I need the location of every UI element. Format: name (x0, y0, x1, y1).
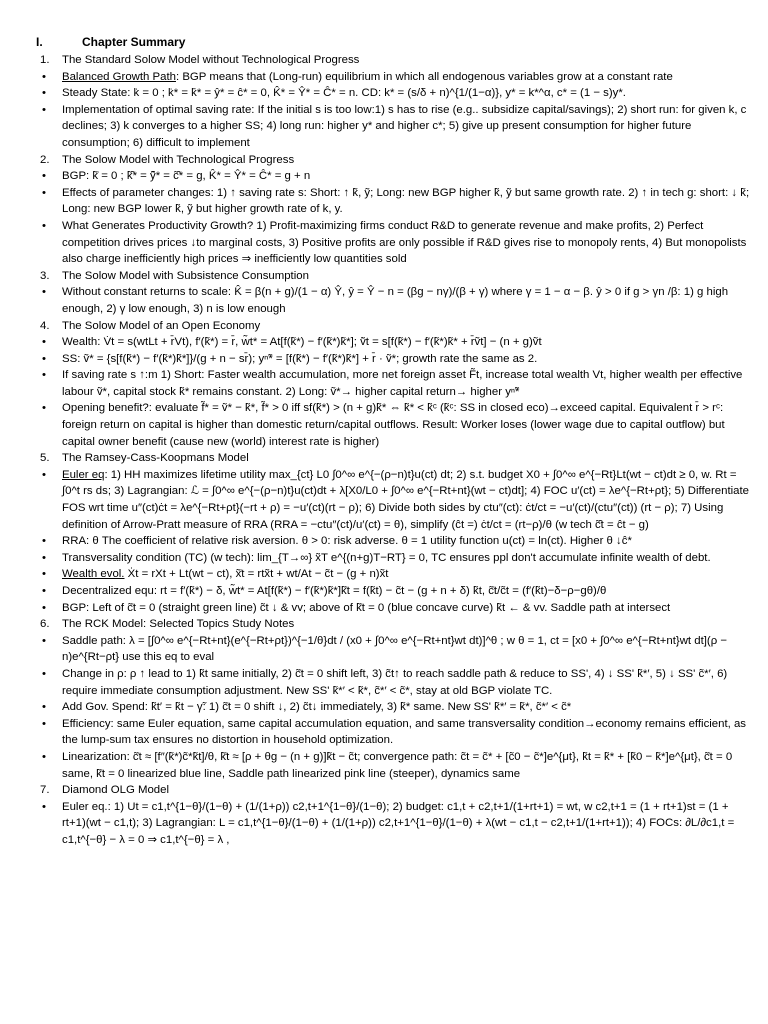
section-title (62, 616, 752, 633)
item-text: BGP: Left of c̃̇t = 0 (straight green line) c̃t ↓ & vv; above of k̃̇t = 0 (blue concave curve) k̃t ← & vv. Saddle path at intersect (62, 601, 671, 614)
bullet-marker: • (42, 170, 46, 183)
summary-list (36, 52, 752, 849)
item-text: RRA: θ The coefficient of relative risk aversion. θ > 0: risk adverse. θ = 1 utility function u(ct) = ln(ct). Higher θ ↓ĉ* (62, 535, 632, 548)
bullet-text (62, 69, 752, 86)
bullet-marker: • (42, 352, 46, 365)
bullet-text (62, 351, 752, 368)
item-text: Implementation of optimal saving rate: If the initial s is too low:1) s has to rise (e.g.. subsidize capital/savings); 2) short run: for given k, c declines; 3) k converges to a higher SS; 4) long run: higher y* and higher c*; 5) give up present consumption for higher future consumption; 6) difficult to implement (62, 103, 747, 149)
bullet-item (36, 550, 752, 567)
bullet-marker: • (42, 336, 46, 349)
bullet-marker: • (42, 535, 46, 548)
bullet-item (36, 218, 752, 268)
item-text: Effects of parameter changes: 1) ↑ saving rate s: Short: ↑ k̃, ỹ; Long: new BGP higher k̃, ỹ but same growth rate. 2) ↑ in tech g: short: ↓ k̃; Long: new BGP lower k̃, ỹ but higher growth rate of k, y. (62, 186, 750, 216)
bullet-marker: • (42, 103, 46, 116)
bullet-item (36, 699, 752, 716)
bullet-text (62, 799, 752, 849)
bullet-item (36, 583, 752, 600)
bullet-text (62, 716, 752, 749)
bullet-marker: • (42, 601, 46, 614)
item-text: Decentralized equ: rt = f′(k̃*) − δ, w̃t* = At[f(k̃*) − f′(k̃*)k̃*]k̃̇t = f(k̃t) − c̃t − (g + n + δ) k̃t, c̃̇t/c̃t = (f′(k̃t)−δ−ρ−gθ)/θ (62, 585, 607, 597)
underlined-term: Wealth evol. (62, 568, 125, 581)
bullet-text (62, 467, 752, 533)
bullet-text (62, 367, 752, 400)
bullet-marker: • (42, 186, 46, 199)
bullet-text (62, 284, 752, 317)
bullet-marker: • (42, 717, 46, 730)
item-text: The Ramsey-Cass-Koopmans Model (62, 452, 249, 465)
bullet-text (62, 185, 752, 218)
bullet-marker: • (42, 568, 46, 581)
section-number: 4. (40, 319, 50, 332)
bullet-item (36, 533, 752, 550)
chapter-heading (36, 34, 752, 51)
item-text: Ẋt = rXt + Lt(wt − ct), x̃̇t = rtx̃t + wt/At − c̃t − (g + n)x̃t (124, 568, 389, 581)
bullet-item (36, 467, 752, 533)
bullet-text (62, 550, 752, 567)
bullet-marker: • (42, 634, 46, 647)
bullet-marker: • (42, 800, 46, 813)
bullet-marker: • (42, 369, 46, 382)
bullet-marker: • (42, 70, 46, 83)
item-text: The Solow Model with Technological Progress (62, 153, 295, 166)
item-text: Diamond OLG Model (62, 784, 169, 797)
bullet-marker: • (42, 468, 46, 481)
section-heading (36, 450, 752, 467)
bullet-marker: • (42, 286, 46, 299)
bullet-item (36, 666, 752, 699)
item-text: Transversality condition (TC) (w tech): lim_{T→∞} x̃T e^{(n+g)T−RT} = 0, TC ensures ppl don't accumulate infinite wealth of debt. (62, 551, 711, 564)
section-number: 7. (40, 784, 50, 797)
bullet-marker: • (42, 667, 46, 680)
bullet-marker: • (42, 551, 46, 564)
bullet-item (36, 185, 752, 218)
bullet-item (36, 367, 752, 400)
bullet-item (36, 799, 752, 849)
bullet-marker: • (42, 750, 46, 763)
section-title (62, 152, 752, 169)
bullet-item (36, 351, 752, 368)
section-number: 6. (40, 618, 50, 631)
section-heading (36, 52, 752, 69)
section-heading (36, 318, 752, 335)
item-text: Change in ρ: ρ ↑ lead to 1) k̃t same initially, 2) c̃̇t = 0 shift left, 3) c̃t↑ to reach saddle path & reduce to SS', 4) ↓ SS' k̃*′, 5) ↓ SS' c̃*′, 6) require immediate consumption adjustment. New SS' k̃*′ < k̃*, c̃*′ < c̃*, stay at old BGP violate TC. (62, 667, 728, 697)
item-text: If saving rate s ↑:m 1) Short: Faster wealth accumulation, more net foreign asset F̃t, increase total wealth Vt, higher wealth per effective labour ṽ*, capital stock k̃* remains constant. 2) Long: ṽ*→ higher capital return→ higher yⁿ̃* (62, 369, 743, 398)
bullet-item (36, 566, 752, 583)
section-heading (36, 616, 752, 633)
bullet-item (36, 633, 752, 666)
bullet-item (36, 749, 752, 782)
item-text: : BGP means that (Long-run) equilibrium in which all endogenous variables grow at a constant rate (175, 70, 673, 83)
bullet-text (62, 633, 752, 666)
bullet-item (36, 102, 752, 152)
bullet-marker: • (42, 87, 46, 100)
item-text: Euler eq.: 1) Ut = c1,t^{1−θ}/(1−θ) + (1/(1+ρ)) c2,t+1^{1−θ}/(1−θ); 2) budget: c1,t + c2,t+1/(1+rt+1) = wt, w c2,t+1 = (1 + rt+1)st = (1 + rt+1)(wt − c1,t); 3) Lagrangian: L = c1,t^{1−θ}/(1−θ) + (1/(1+ρ)) c2,t+1^{1−θ}/(1−θ) + λ(wt − c1,t − c2,t+1/(1+rt+1)); 4) FOCs: ∂L/∂c1,t = c1,t^{−θ} − λ = 0 ⇒ c1,t^{−θ} = λ , (62, 800, 735, 846)
bullet-text (62, 749, 752, 782)
item-text: The Standard Solow Model without Technological Progress (62, 54, 360, 66)
heading-roman-numeral: I. (36, 35, 43, 49)
bullet-item (36, 284, 752, 317)
item-text: Steady State: k̇ = 0 ; k̇* = k̄* = ŷ* = ĉ* = 0, K̂* = Ŷ* = Ĉ* = n. CD: k* = (s/δ + n)^{1/(1−α)}, y* = k*^α, c* = (1 − s)y*. (62, 87, 626, 100)
item-text: The Solow Model of an Open Economy (62, 319, 261, 332)
underlined-term: Balanced Growth Path (62, 70, 176, 83)
bullet-item (36, 716, 752, 749)
bullet-text (62, 218, 752, 268)
heading-title: Chapter Summary (82, 35, 186, 49)
item-text: BGP: k̃̇ = 0 ; k̃̂* = ỹ̂* = c̃̂* = g, K̂* = Ŷ* = Ĉ* = g + n (62, 170, 311, 183)
bullet-marker: • (42, 219, 46, 232)
item-text: Opening benefit?: evaluate f̃* = ṽ* − k̃*, f̃* > 0 iff sf(k̃*) > (n + g)k̃* ⇔ k̃* < k̃ᶜ (k̃ᶜ: SS in closed eco)→exceed capital. Equivalent r̄ > rᶜ: foreign return on capital is higher than domestic return/capital outflows. Result: Worker loses (lower wage due to capital outflow) but capital owner benefit (cause new (world) interest rate is higher) (62, 402, 725, 448)
item-text: Saddle path: λ = [∫0^∞ e^{−Rt+nt}(e^{−Rt+ρt})^{−1/θ}dt / (x0 + ∫0^∞ e^{−Rt+nt}wt dt)]^θ ; w θ = 1, ct = [x0 + ∫0^∞ e^{−Rt+nt}wt dt](ρ − n)e^{Rt−ρt} use this eq to eval (62, 634, 728, 664)
bullet-item (36, 168, 752, 185)
section-number: 5. (40, 452, 50, 465)
bullet-text (62, 566, 752, 583)
bullet-item (36, 334, 752, 351)
section-title (62, 450, 752, 467)
item-text: The RCK Model: Selected Topics Study Notes (62, 618, 295, 631)
bullet-text (62, 400, 752, 450)
section-heading (36, 152, 752, 169)
item-text: Linearization: c̃̇t ≈ [f″(k̃*)c̃*k̃t]/θ, k̃̇t ≈ [ρ + θg − (n + g)]k̃t − c̃t; convergence path: c̃t = c̃* + [c̃0 − c̃*]e^{μt}, k̃t = k̃* + [k̃0 − k̃*]e^{μt}, c̃̇t = 0 same, k̃̇t = 0 linearized blue line, Saddle path linearized pink line (steeper), dynamics same (62, 750, 733, 780)
section-heading (36, 782, 752, 799)
item-text: The Solow Model with Subsistence Consumption (62, 269, 309, 282)
item-text: SS: ṽ* = {s[f(k̃*) − f′(k̃*)k̃*]}/(g + n − sr̄); yⁿ̃* = [f(k̃*) − f′(k̃*)k̃*] + r̄ · ṽ*; growth rate the same as 2. (62, 352, 538, 365)
bullet-text (62, 168, 752, 185)
bullet-text (62, 699, 752, 716)
bullet-text (62, 102, 752, 152)
item-text: : 1) HH maximizes lifetime utility max_{ct} L0 ∫0^∞ e^{−(ρ−n)t}u(ct) dt; 2) s.t. budget X0 + ∫0^∞ e^{−Rt}Lt(wt − ct)dt ≥ 0, w. Rt = ∫0^t rs ds; 3) Lagrangian: ℒ = ∫0^∞ e^{−(ρ−n)t}u(ct)dt + λ[X0/L0 + ∫0^∞ e^{−Rt+nt}(wt − ct)dt]; 4) FOC u′(ct) = λe^{−Rt+ρt}; 5) Differentiate FOS wrt time u″(ct)ċt = λe^{−Rt+ρt}(−rt + ρ) = −u′(ct)(rt − ρ); 6) Divide both sides by ctu″(ct): ċt/ct = −u′(ct)/(ctu″(ct)) (rt − ρ); 7) Using definition of Arrow-Pratt measure of RRA (RRA = −ctu″(ct)/u′(ct) = θ), simplify (ĉt =) ċt/ct = (rt−ρ)/θ (w tech c̃̂t = ĉt − g) (62, 468, 749, 531)
bullet-item (36, 600, 752, 617)
bullet-item (36, 69, 752, 86)
item-text: Without constant returns to scale: K̂ = β(n + g)/(1 − α) Ŷ, ŷ = Ŷ − n = (βg − nγ)/(β + γ) where γ = 1 − α − β. ŷ > 0 if g > γn /β: 1) g high enough, 2) γ low enough, 3) n is low enough (62, 286, 729, 315)
bullet-text (62, 600, 752, 617)
bullet-marker: • (42, 701, 46, 714)
item-text: What Generates Productivity Growth? 1) Profit-maximizing firms conduct R&D to generate revenue and make profits, 2) Perfect competition drives prices ↓to marginal costs, 3) Positive profits are only possible if R&D gives rise to monopoly rents, 4) But monopolists also charge inefficiently high prices ⇒ inefficiently low quantities sold (62, 219, 747, 266)
bullet-text (62, 666, 752, 699)
bullet-text (62, 583, 752, 600)
section-title (62, 318, 752, 335)
section-number: 1. (40, 54, 50, 66)
bullet-marker: • (42, 585, 46, 597)
section-title (62, 52, 752, 69)
bullet-item (36, 400, 752, 450)
section-number: 3. (40, 269, 50, 282)
section-title (62, 268, 752, 285)
bullet-text (62, 533, 752, 550)
bullet-text (62, 85, 752, 102)
section-title (62, 782, 752, 799)
underlined-term: Euler eq (62, 468, 105, 481)
section-number: 2. (40, 153, 50, 166)
item-text: Efficiency: same Euler equation, same capital accumulation equation, and same transversality condition→economy remains efficient, as the lump-sum tax ensures no distortion in household optimization. (62, 717, 747, 747)
bullet-item (36, 85, 752, 102)
item-text: Wealth: V̇t = s(wtLt + r̄Vt), f′(k̃*) = r̄, w̃t* = At[f(k̃*) − f′(k̃*)k̃*]; ṽ̇t = s[f(k̃*) − f′(k̃*)k̃* + r̄ṽt] − (n + g)ṽt (62, 336, 542, 349)
section-heading (36, 268, 752, 285)
bullet-text (62, 334, 752, 351)
bullet-marker: • (42, 402, 46, 415)
item-text: Add Gov. Spend: k̃t′ = k̃t − γ̃: 1) c̃̇t = 0 shift ↓, 2) c̃t↓ immediately, 3) k̃* same. New SS' k̃*′ = k̃*, c̃*′ < c̃* (62, 701, 572, 714)
